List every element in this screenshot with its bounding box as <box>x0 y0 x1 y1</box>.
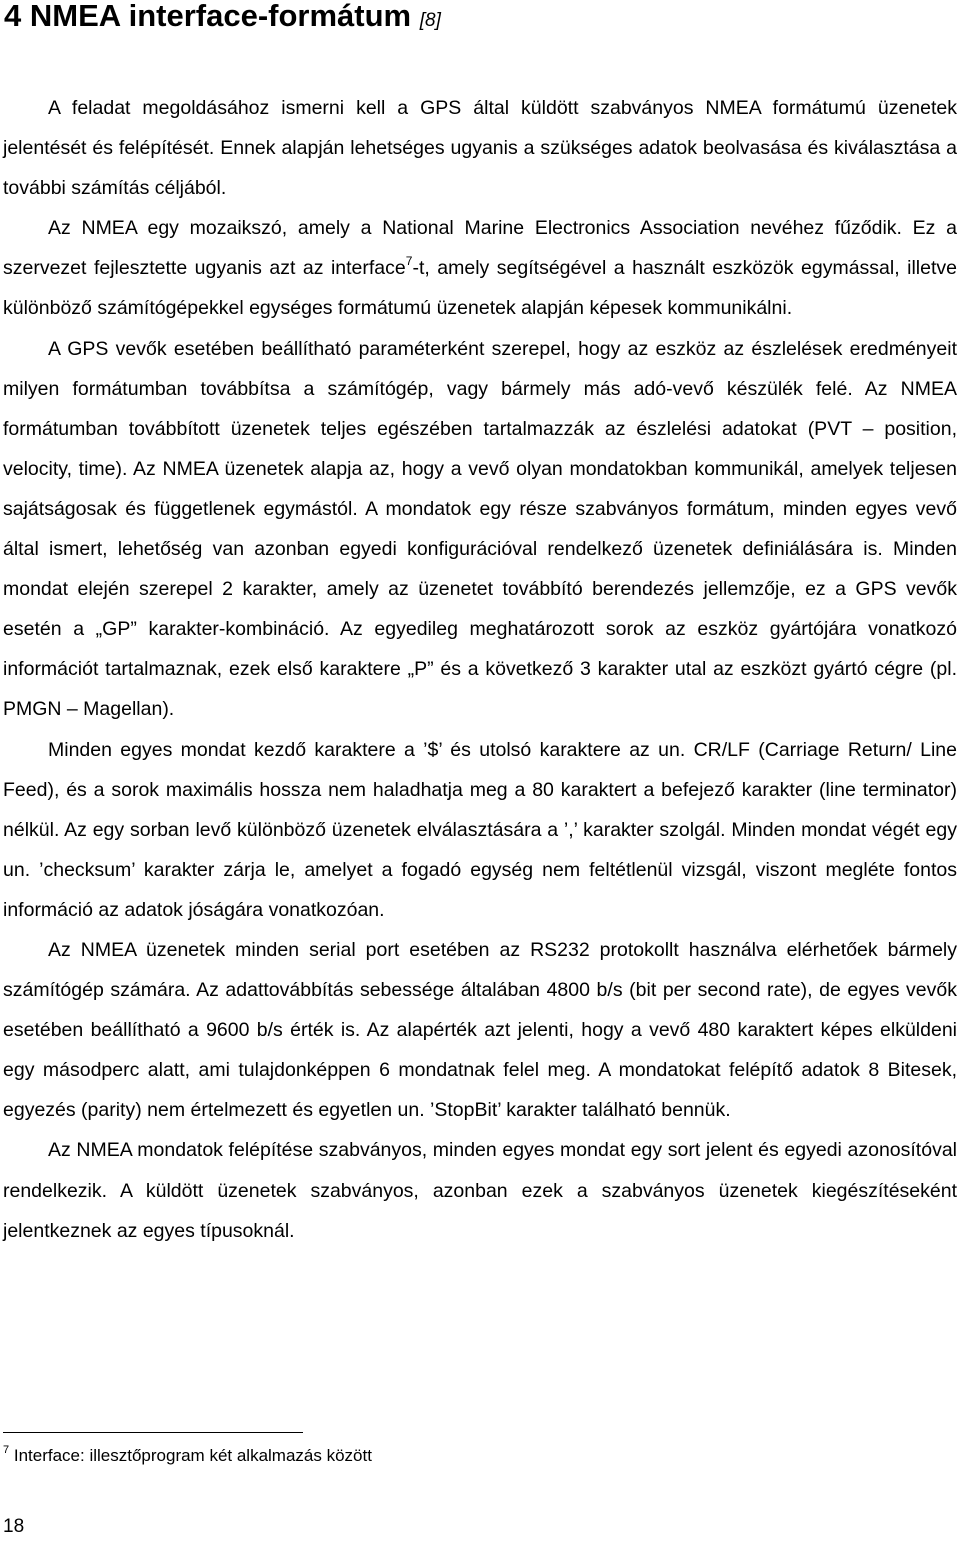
page-number: 18 <box>3 1516 25 1537</box>
paragraph-4: Minden egyes mondat kezdő karaktere a ’$’ és utolsó karaktere az un. CR/LF (Carriage Return/ Line Feed), és a sorok maximális hossza nem haladhatja meg a 80 karaktert a befejező karakter (line terminator) nélkül. Az egy sorban levő különböző üzenetek elválasztására a ’,’ karakter szolgál. Minden mondat végét egy un. ’checksum’ karakter zárja le, amelyet a fogadó egység nem feltétlenül vizsgál, viszont megléte fontos információ az adatok jóságára vonatkozóan. <box>3 738 957 921</box>
section-title: 4 NMEA interface-formátum <box>4 0 412 33</box>
section-heading <box>4 0 441 43</box>
footnote-number: 7 <box>3 1444 10 1456</box>
footnote-marker: 7 <box>405 254 413 269</box>
paragraph-6: Az NMEA mondatok felépítése szabványos, minden egyes mondat egy sort jelent és egyedi azonosítóval rendelkezik. A küldött üzenetek szabványos, azonban ezek a szabványos üzenetek kiegészítéseként jelentkeznek az egyes típusoknál. <box>3 1139 957 1242</box>
footnote-separator <box>3 1432 303 1433</box>
paragraph-5: Az NMEA üzenetek minden serial port esetében az RS232 protokollt használva elérhetőek bármely számítógép számára. Az adattovábbítás sebessége általában 4800 b/s (bit per second rate), de egyes vevők esetében beállítható a 9600 b/s érték is. Az alapérték azt jelenti, hogy a vevő 480 karaktert képes elküldeni egy másodperc alatt, ami tulajdonképpen 6 mondatnak felel meg. A mondatokat felépítő adatok 8 Bitesek, egyezés (parity) nem értelmezett és egyetlen un. ’StopBit’ karakter található bennük. <box>3 938 957 1122</box>
paragraph-2-text-b: -t, amely segítségével a használt eszközök egymással, illetve különböző számítógépekkel egységes formátumú üzenetek alapján képesek kommunikálni. <box>3 257 957 320</box>
footnote <box>3 1444 372 1468</box>
paragraph-2-text-a: Az NMEA egy mozaikszó, amely a National Marine Electronics Association nevéhez fűződik. Ez a szervezet fejlesztette ugyanis azt az interface <box>3 217 957 280</box>
paragraph-3: A GPS vevők esetében beállítható paraméterként szerepel, hogy az eszköz az észlelések eredményeit milyen formátumban továbbítsa a számítógép, vagy bármely más adó-vevő készülék felé. Az NMEA formátumban továbbított üzenetek teljes egészében tartalmazzák az észlelési adatokat (PVT – position, velocity, time). Az NMEA üzenetek alapja az, hogy a vevő olyan mondatokban kommunikál, amelyek teljesen sajátságosak és függetlenek egymástól. A mondatok egy része szabványos formátum, minden egyes vevő által ismert, lehetőség van azonban egyedi konfigurációval rendelkező üzenetek definiálására is. Minden mondat elején szerepel 2 karakter, amely az üzenetet továbbító berendezés jellemzője, ez a GPS vevők esetén a „GP” karakter-kombináció. Az egyedileg meghatározott sorok az eszköz gyártójára vonatkozó információt tartalmaznak, ezek első karaktere „P” és a következő 3 karakter utal az eszközt gyártó cégre (pl. PMGN – Magellan). <box>3 337 957 721</box>
paragraph-1: A feladat megoldásához ismerni kell a GPS által küldött szabványos NMEA formátumú üzenetek jelentését és felépítését. Ennek alapján lehetséges ugyanis a szükséges adatok beolvasása és kiválasztása a további számítás céljából. <box>3 97 957 200</box>
paragraph-2 <box>3 208 957 328</box>
body-text <box>3 88 957 1251</box>
footnote-text: Interface: illesztőprogram két alkalmazás között <box>13 1446 372 1465</box>
citation-ref: [8] <box>419 10 441 31</box>
